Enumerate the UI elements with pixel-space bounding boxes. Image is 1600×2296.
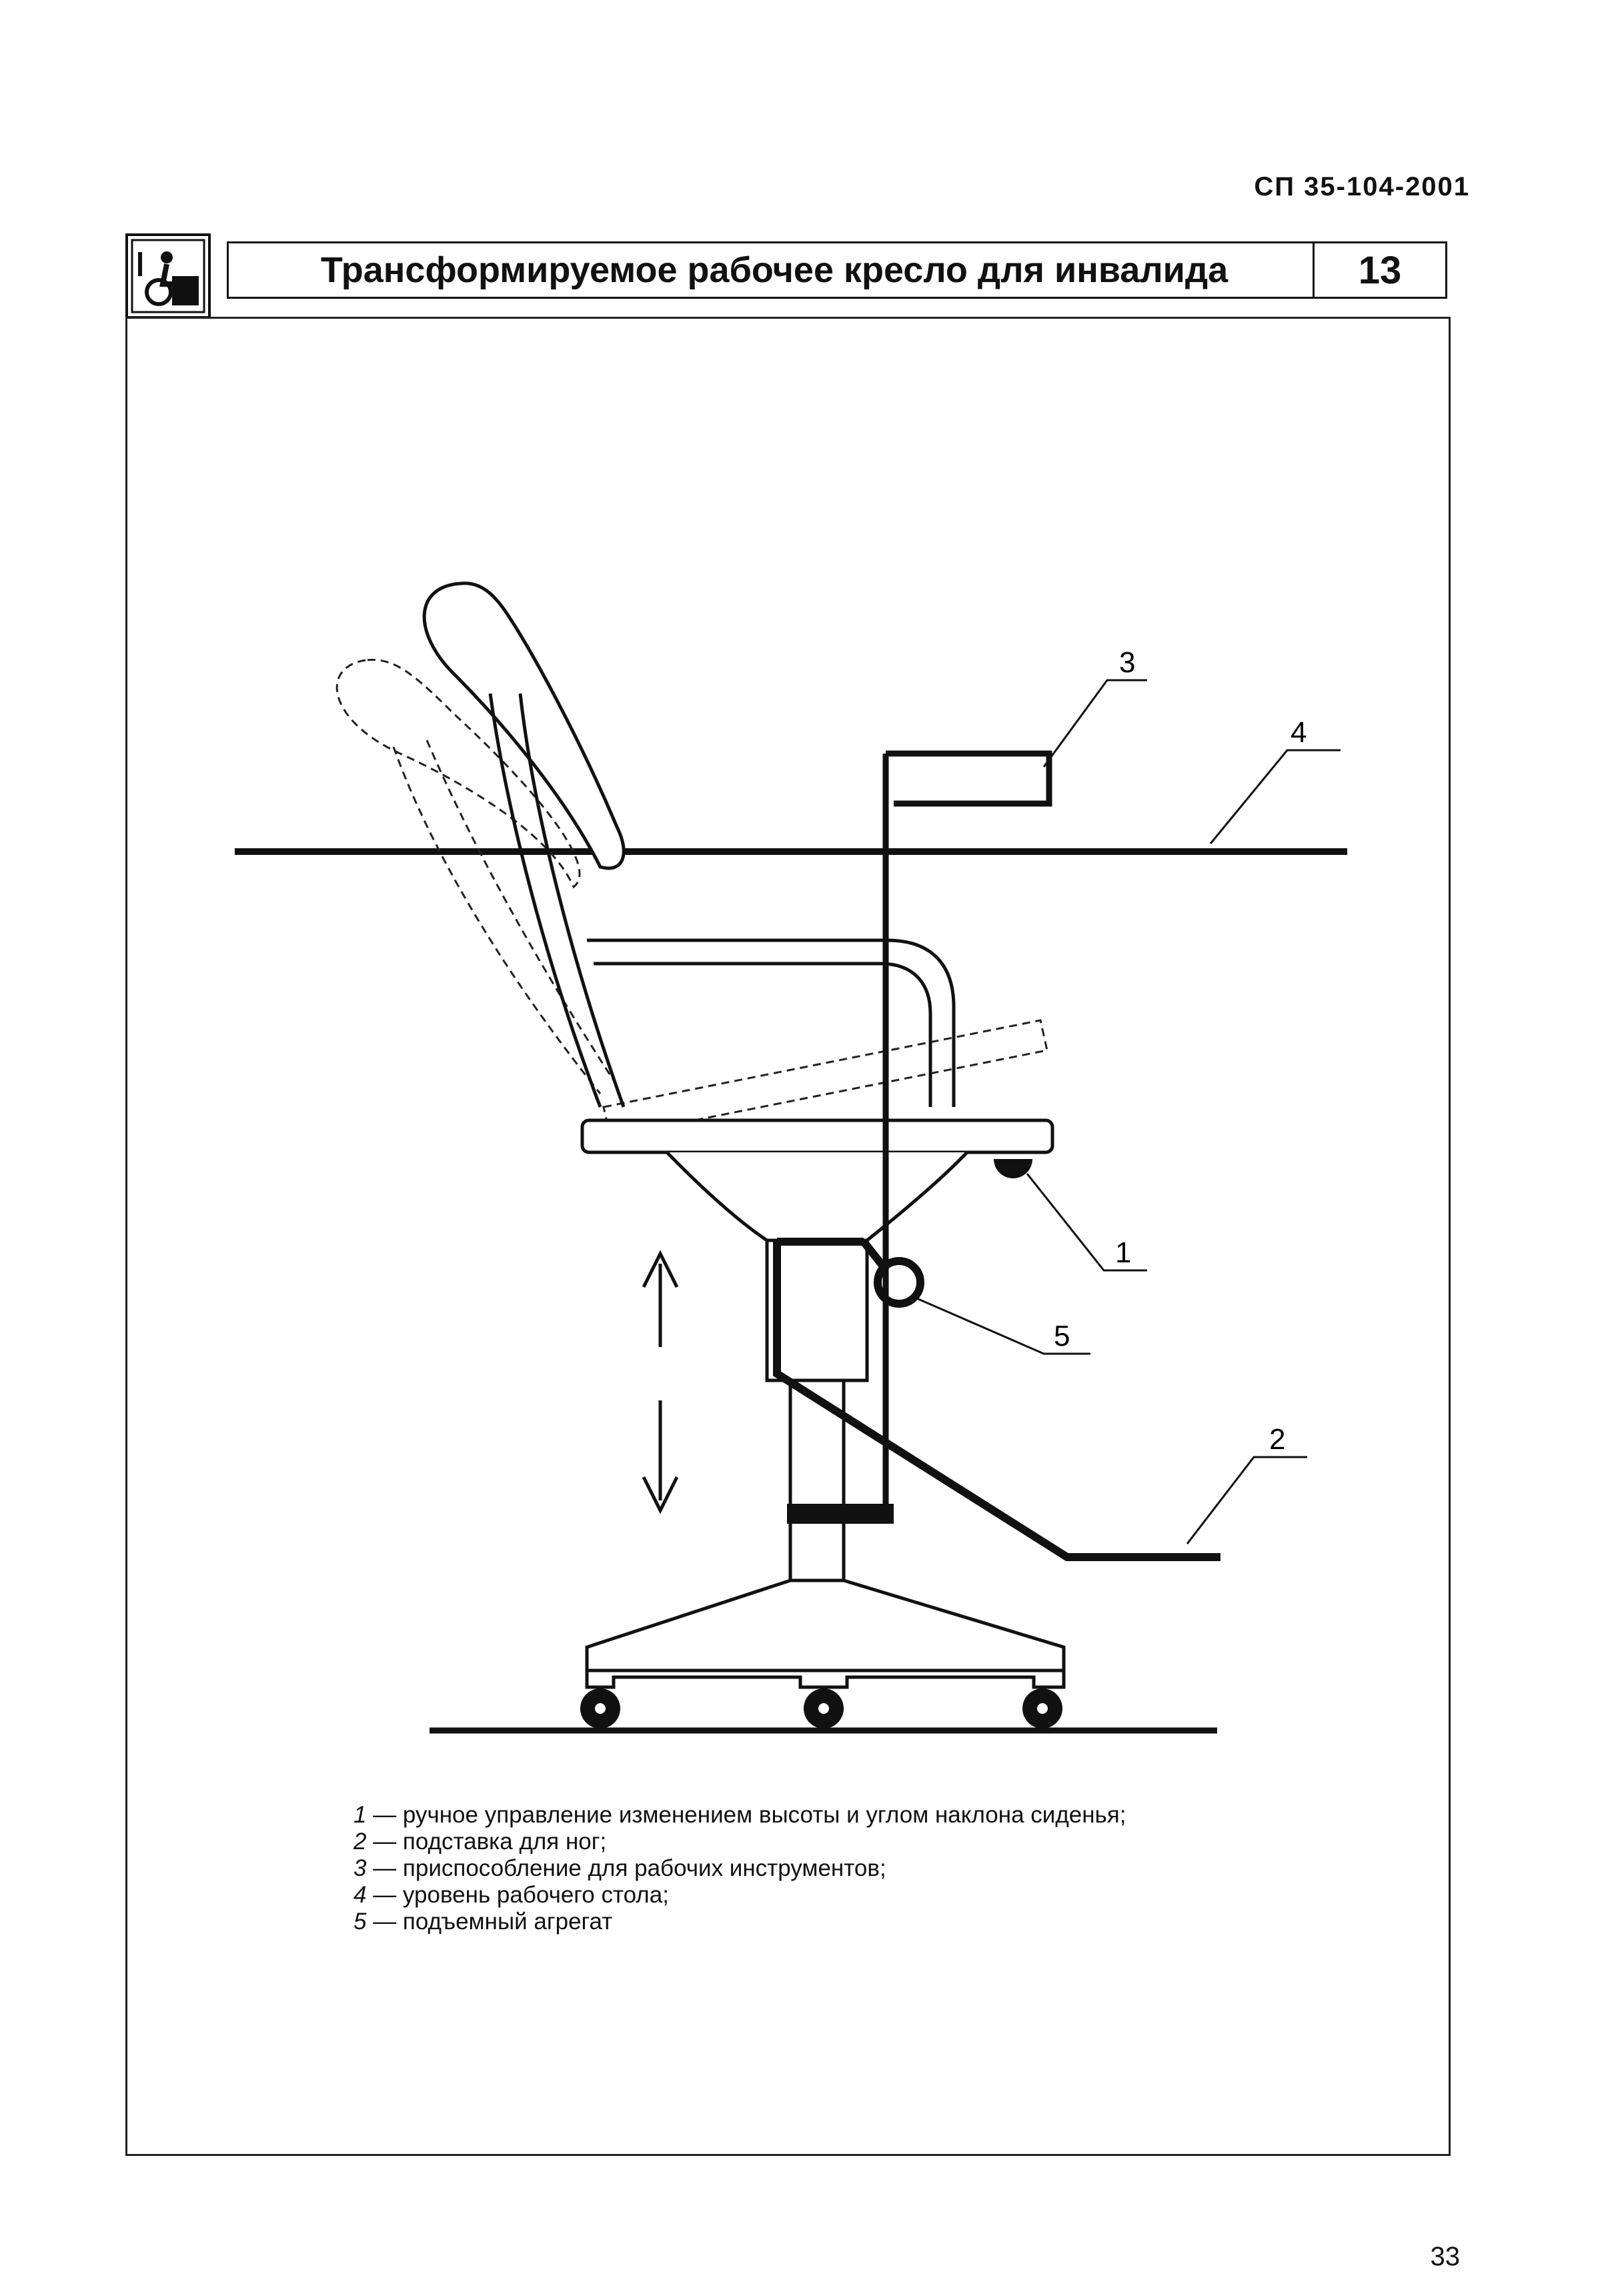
base-legs [587,1670,1064,1687]
legend-item: 3 — приспособление для рабочих инструментов; [353,1855,886,1881]
callout-3: 3 [1119,646,1136,679]
document-code: СП 35-104-2001 [1254,172,1470,201]
legend [353,1802,1126,1935]
column-clamp [787,1504,894,1524]
callout-5: 5 [1054,1320,1070,1352]
callout-2: 2 [1269,1423,1286,1456]
callout-4: 4 [1291,716,1307,749]
legend-item: 5 — подъемный агрегат [353,1909,613,1935]
up-down-arrow-icon [644,1254,677,1510]
sheet-title: Трансформируемое рабочее кресло для инвалида [320,250,1229,290]
upper-column [767,1240,867,1380]
legend-item: 1 — ручное управление изменением высоты и углом наклона сиденья; [353,1802,1126,1828]
sheet-number: 13 [1313,243,1445,297]
height-control [994,1159,1032,1178]
leader-4 [1211,750,1341,844]
seat [582,1120,1052,1152]
armrest-inner [594,964,930,1107]
chair-base [587,1580,1064,1670]
leader-3 [1044,680,1147,767]
legend-item: 2 — подставка для ног; [353,1829,607,1855]
seat-bowl [667,1152,967,1240]
page-number: 33 [1430,2242,1460,2271]
legend-item: 4 — уровень рабочего стола; [353,1882,669,1908]
leader-2 [1187,1457,1307,1544]
callout-1: 1 [1115,1236,1132,1269]
